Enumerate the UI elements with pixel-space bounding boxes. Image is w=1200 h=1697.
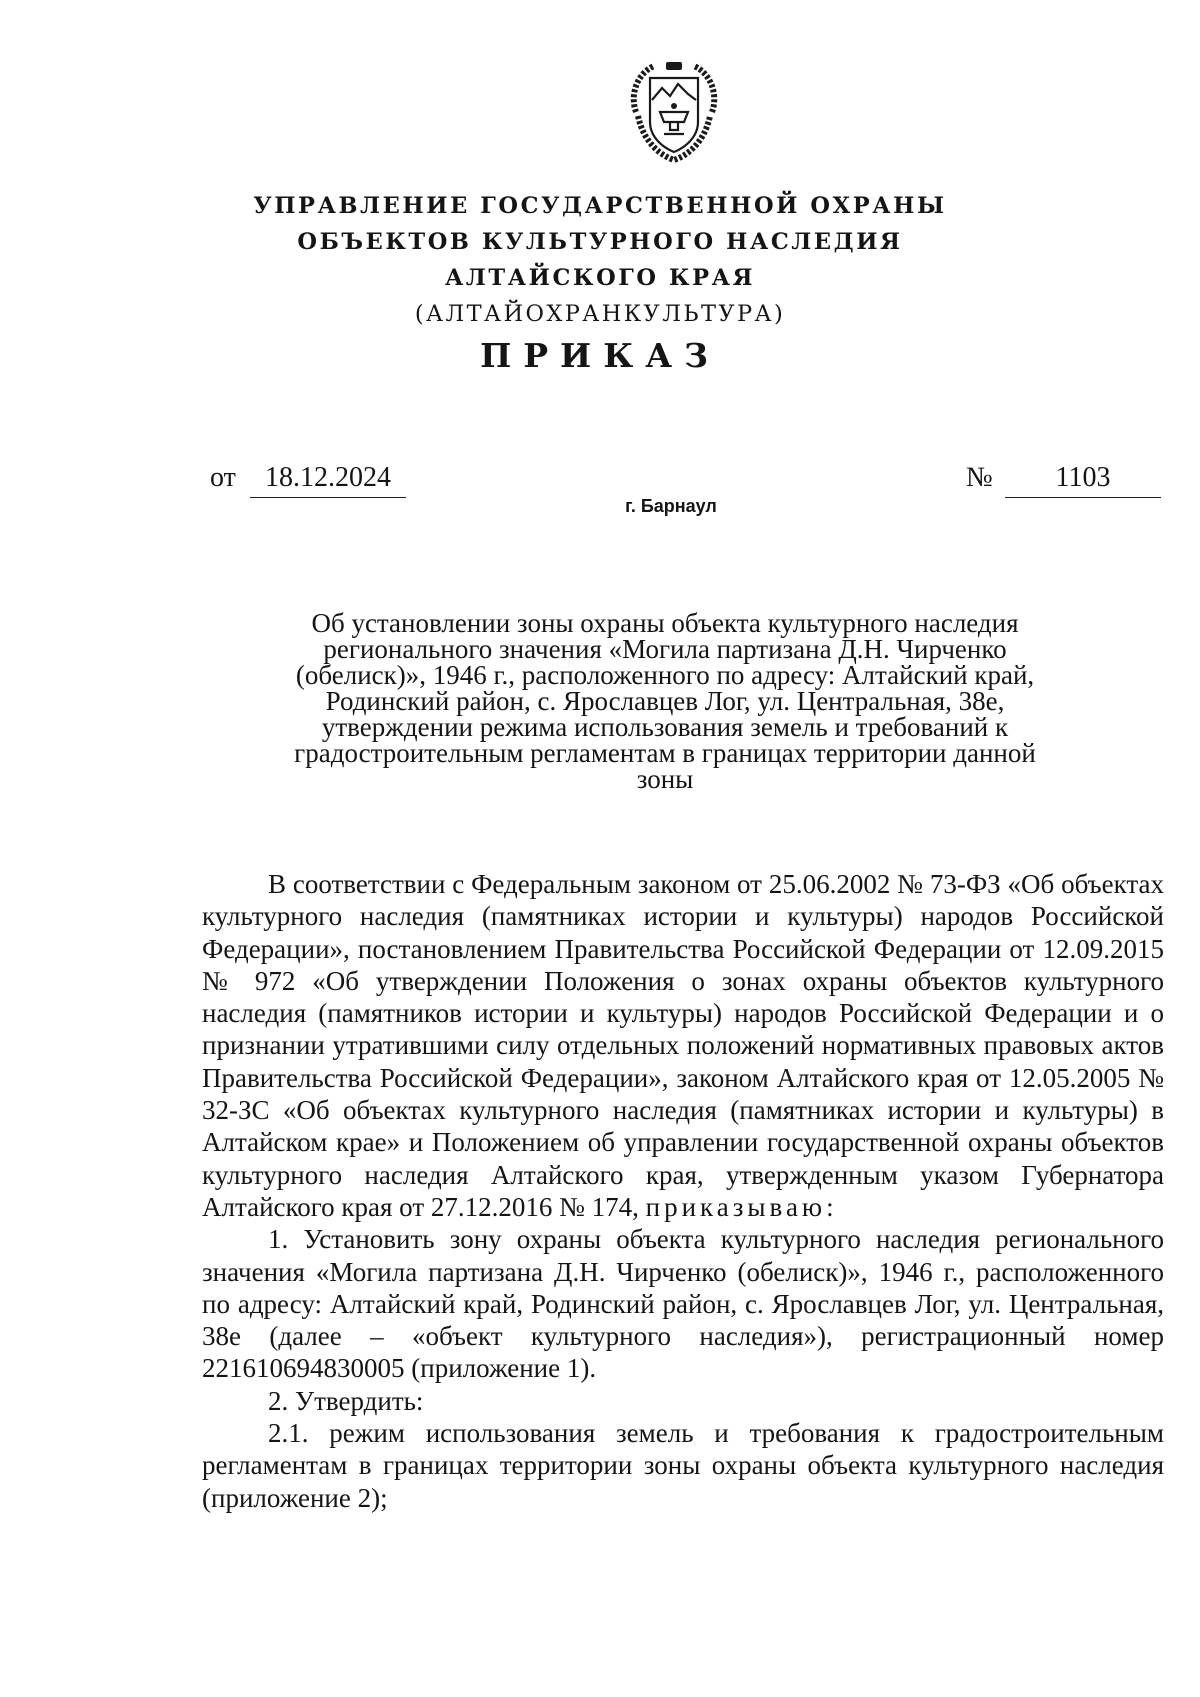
document-subject: Об установлении зоны охраны объекта культурного наследия регионального значения «Могила партизана Д.Н. Чирченко (обелиск)», 1946 г., расположенного по адресу: Алтайский край, Родинский район, с. Ярославцев Лог, ул. Центральная, 38е, утверждении режима использования земель и требований к градостроительным регламентам в границах территории данной зоны: [294, 608, 1036, 794]
number-prefix: №: [966, 462, 993, 493]
preamble-paragraph: [202, 868, 1164, 1223]
preamble-text: В соответствии с Федеральным законом от 25.06.2002 № 73-ФЗ «Об объектах культурного наследия (памятниках истории и культуры) народов Российской Федерации», постановлением Правительства Российской Федерации от 12.09.2015 № 972 «Об утверждении Положения о зонах охраны объектов культурного наследия (памятников истории и культуры) народов Российской Федерации и о признании утратившими силу отдельных положений нормативных правовых актов Правительства Российской Федерации», законом Алтайского края от 12.05.2005 № 32-ЗС «Об объектах культурного наследия (памятниках истории и культуры) в Алтайском крае» и Положением об управлении государственной охраны объектов культурного наследия Алтайского края, утвержденным указом Губернатора Алтайского края от 27.12.2016 № 174,: [202, 869, 1164, 1222]
item-2-paragraph: 2. Утвердить:: [268, 1385, 424, 1416]
date-prefix: от: [210, 462, 236, 493]
issue-city: г. Барнаул: [625, 496, 717, 516]
agency-name-line-2: ОБЪЕКТОВ КУЛЬТУРНОГО НАСЛЕДИЯ: [297, 229, 903, 255]
document-number: 1103: [1005, 462, 1161, 498]
document-date: 18.12.2024: [250, 462, 406, 498]
document-title: ПРИКАЗ: [480, 336, 720, 375]
item-1-paragraph: 1. Установить зону охраны объекта культурного наследия регионального значения «Могила партизана Д.Н. Чирченко (обелиск)», 1946 г., расположенного по адресу: Алтайский край, Родинский район, с. Ярославцев Лог, ул. Центральная, 38е (далее – «объект культурного наследия»), регистрационный номер 221610694830005 (приложение 1).: [202, 1224, 1164, 1384]
document-body: [202, 868, 1164, 1514]
agency-name-line-3: АЛТАЙСКОГО КРАЯ: [444, 265, 756, 291]
agency-header: [0, 188, 1200, 332]
agency-name-line-1: УПРАВЛЕНИЕ ГОСУДАРСТВЕННОЙ ОХРАНЫ: [253, 193, 947, 219]
agency-short-name: (АЛТАЙОХРАНКУЛЬТУРА): [414, 301, 786, 327]
coat-of-arms-emblem: [622, 56, 726, 166]
item-2-1-paragraph: 2.1. режим использования земель и требования к градостроительным регламентам в границах территории зоны охраны объекта культурного наследия (приложение 2);: [202, 1418, 1164, 1513]
order-word: приказываю:: [645, 1191, 838, 1222]
